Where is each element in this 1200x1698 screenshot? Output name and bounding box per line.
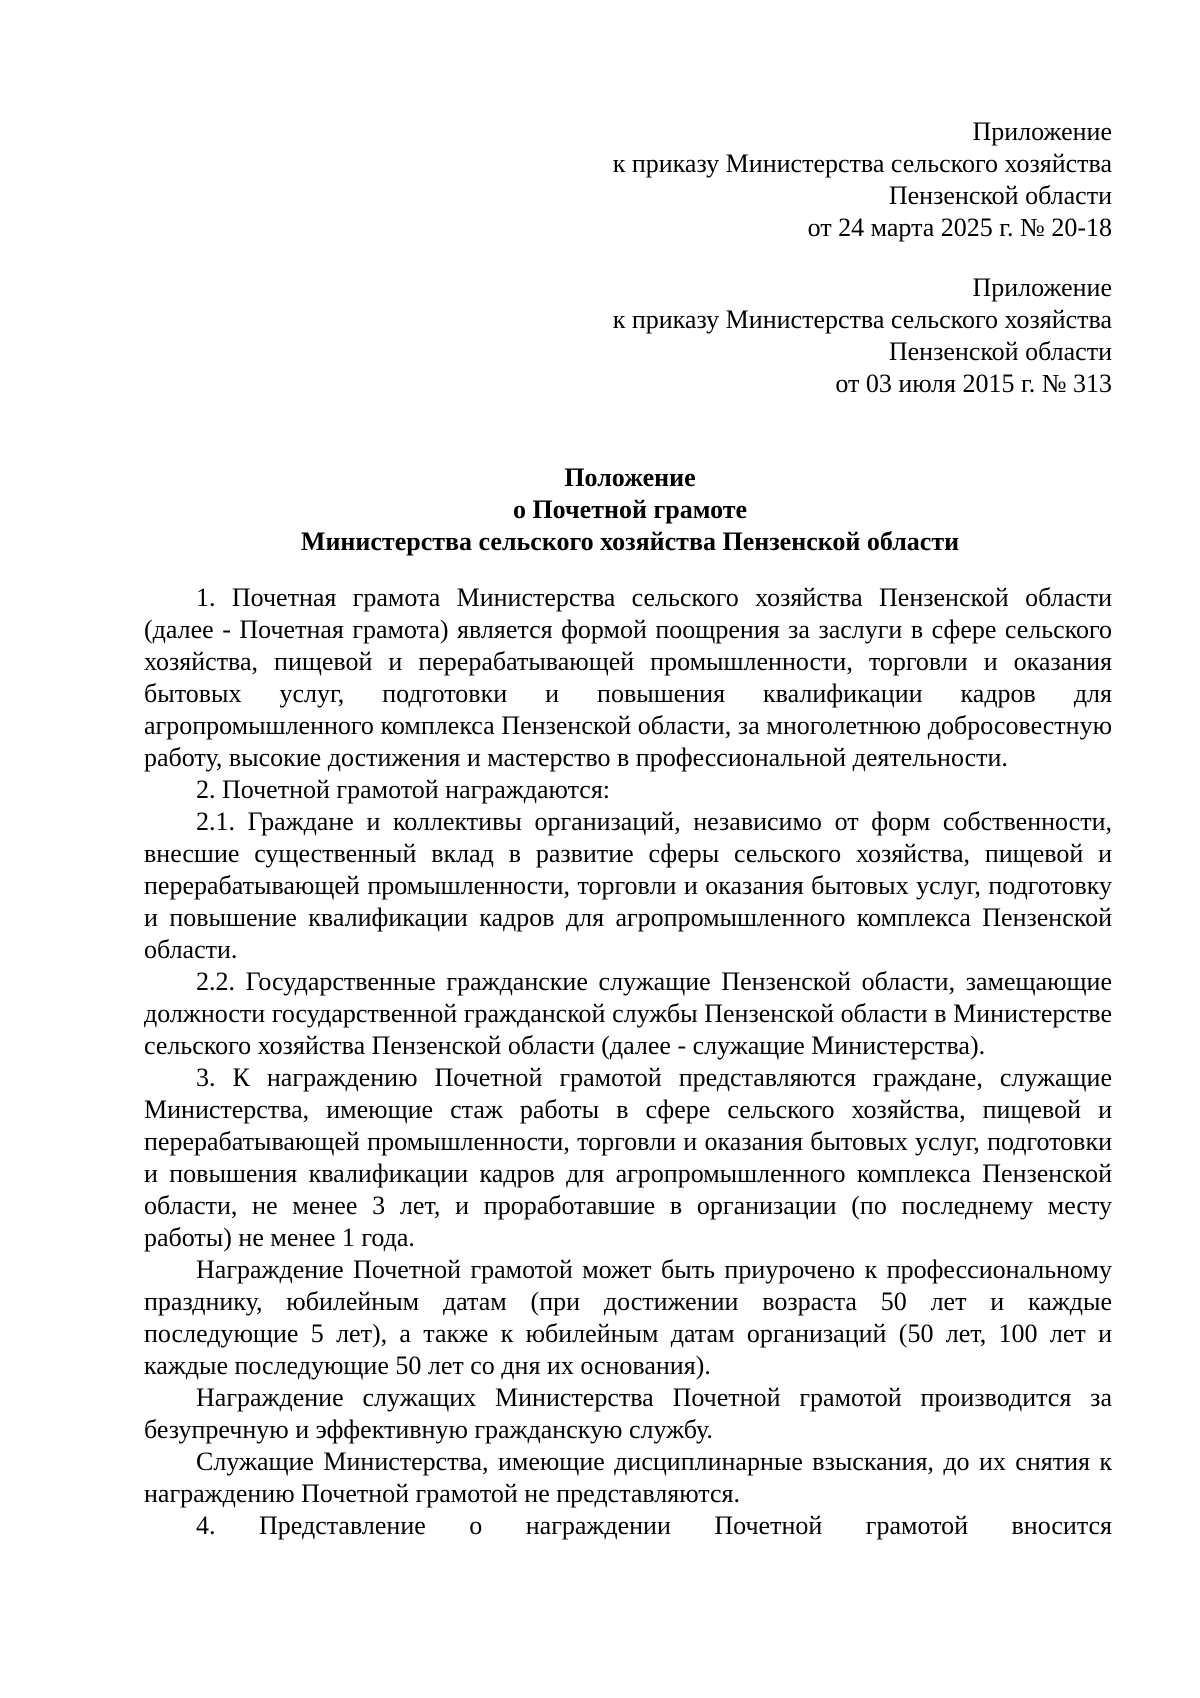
title-line: Положение (564, 463, 696, 492)
appendix-label: Приложение (972, 117, 1112, 146)
appendix-date-number: от 24 марта 2025 г. № 20-18 (807, 213, 1112, 242)
appendix-header-original (412, 272, 1112, 400)
paragraph-3-anniversaries: Награждение Почетной грамотой может быть приурочено к профессиональному празднику, юбилейным датам (при достижении возраста 50 лет и каждые последующие 5 лет), а также к юбилейным датам организаций (50 лет, 100 лет и каждые последующие 50 лет со дня их основания). (144, 1255, 1112, 1380)
paragraph-2: 2. Почетной грамотой награждаются: (196, 775, 611, 804)
document-body (144, 582, 1112, 1542)
document-title (0, 462, 1200, 558)
paragraph-3-civil-service: Награждение служащих Министерства Почетной грамотой производится за безупречную и эффективную гражданскую службу. (144, 1383, 1112, 1444)
paragraph-2-1: 2.1. Граждане и коллективы организаций, независимо от форм собственности, внесшие существенный вклад в развитие сферы сельского хозяйства, пищевой и перерабатывающей промышленности, торговли и оказания бытовых услуг, подготовку и повышение квалификации кадров для агропромышленного комплекса Пензенской области. (144, 807, 1112, 964)
appendix-order-ref: к приказу Министерства сельского хозяйства (612, 149, 1112, 178)
paragraph-3: 3. К награждению Почетной грамотой представляются граждане, служащие Министерства, имеющие стаж работы в сфере сельского хозяйства, пищевой и перерабатывающей промышленности, торговли и оказания бытовых услуг, подготовки и повышения квалификации кадров для агропромышленного комплекса Пензенской области, не менее 3 лет, и проработавшие в организации (по последнему месту работы) не менее 1 года. (144, 1063, 1112, 1252)
appendix-header-current (412, 116, 1112, 244)
appendix-date-number: от 03 июля 2015 г. № 313 (835, 369, 1112, 398)
appendix-order-ref: к приказу Министерства сельского хозяйства (612, 305, 1112, 334)
appendix-label: Приложение (972, 273, 1112, 302)
paragraph-4: 4. Представление о награждении Почетной грамотой вносится (196, 1511, 1112, 1540)
title-line: о Почетной грамоте (512, 495, 748, 524)
paragraph-2-2: 2.2. Государственные гражданские служащие Пензенской области, замещающие должности государственной гражданской службы Пензенской области в Министерстве сельского хозяйства Пензенской области (далее - служащие Министерства). (144, 967, 1112, 1060)
paragraph-3-disciplinary: Служащие Министерства, имеющие дисциплинарные взыскания, до их снятия к награждению Почетной грамотой не представляются. (144, 1447, 1112, 1508)
paragraph-1: 1. Почетная грамота Министерства сельского хозяйства Пензенской области (далее - Почетная грамота) является формой поощрения за заслуги в сфере сельского хозяйства, пищевой и перерабатывающей промышленности, торговли и оказания бытовых услуг, подготовки и повышения квалификации кадров для агропромышленного комплекса Пензенской области, за многолетнюю добросовестную работу, высокие достижения и мастерство в профессиональной деятельности. (144, 583, 1112, 772)
appendix-region: Пензенской области (888, 181, 1112, 210)
title-line: Министерства сельского хозяйства Пензенской области (300, 527, 960, 556)
appendix-region: Пензенской области (888, 337, 1112, 366)
